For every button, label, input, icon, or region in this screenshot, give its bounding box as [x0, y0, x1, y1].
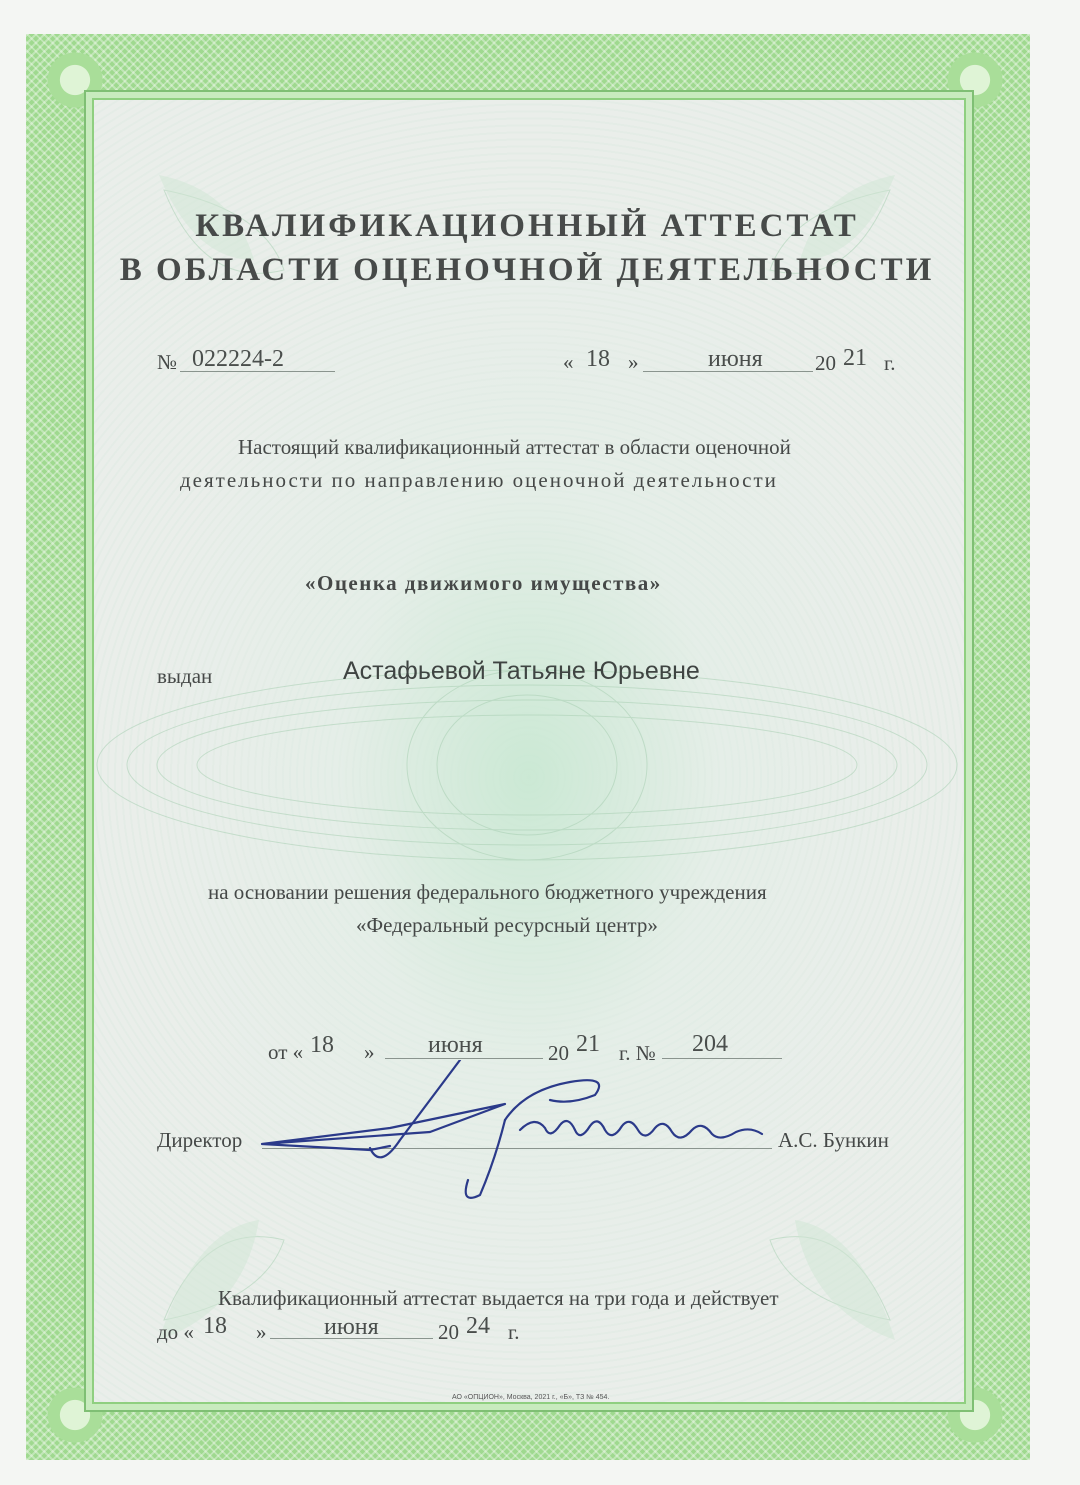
printer-note: АО «ОПЦИОН», Москва, 2021 г., «Б», ТЗ № 454. — [452, 1394, 610, 1401]
decision-number-underline — [662, 1058, 782, 1059]
certificate-number: 022224-2 — [192, 346, 284, 372]
validity-year-suffix: г. — [508, 1320, 520, 1344]
basis-line-1: на основании решения федерального бюджетного учреждения — [208, 880, 767, 904]
decision-year: 21 — [576, 1031, 600, 1057]
validity-year: 24 — [466, 1313, 490, 1339]
decision-day: 18 — [310, 1032, 334, 1058]
open-quote: « — [563, 350, 574, 374]
decision-century: 20 — [548, 1041, 569, 1065]
title-line-1: КВАЛИФИКАЦИОННЫЙ АТТЕСТАТ — [195, 208, 859, 244]
close-quote: » — [628, 350, 639, 374]
decision-number: 204 — [692, 1031, 728, 1057]
century: 20 — [815, 351, 836, 375]
title-line-2: В ОБЛАСТИ ОЦЕНОЧНОЙ ДЕЯТЕЛЬНОСТИ — [119, 252, 935, 288]
validity-month: июня — [324, 1314, 379, 1340]
issued-label: выдан — [157, 664, 213, 688]
validity-line-1: Квалификационный аттестат выдается на три года и действует — [218, 1286, 779, 1310]
validity-until-label: до « — [157, 1320, 194, 1344]
decision-from-label: от « — [268, 1040, 304, 1064]
validity-close-quote: » — [256, 1320, 267, 1344]
issue-year: 21 — [843, 345, 867, 371]
decision-month: июня — [428, 1032, 483, 1058]
year-suffix: г. — [884, 351, 896, 375]
validity-day: 18 — [203, 1313, 227, 1339]
issue-day: 18 — [586, 346, 610, 372]
issue-month: июня — [708, 346, 763, 372]
intro-line-2: деятельности по направлению оценочной деятельности — [180, 468, 778, 492]
signer-name: А.С. Бункин — [778, 1128, 889, 1152]
decision-close-quote: » — [364, 1040, 375, 1064]
holder-name: Астафьевой Татьяне Юрьевне — [343, 657, 700, 685]
signer-position: Директор — [157, 1128, 243, 1152]
number-sign: № — [157, 350, 178, 374]
validity-century: 20 — [438, 1320, 459, 1344]
intro-line-1: Настоящий квалификационный аттестат в области оценочной — [238, 435, 791, 459]
direction-title: «Оценка движимого имущества» — [305, 571, 662, 595]
handwritten-signature — [250, 1060, 770, 1210]
decision-number-label: г. № — [619, 1041, 656, 1065]
basis-line-2: «Федеральный ресурсный центр» — [356, 913, 658, 937]
